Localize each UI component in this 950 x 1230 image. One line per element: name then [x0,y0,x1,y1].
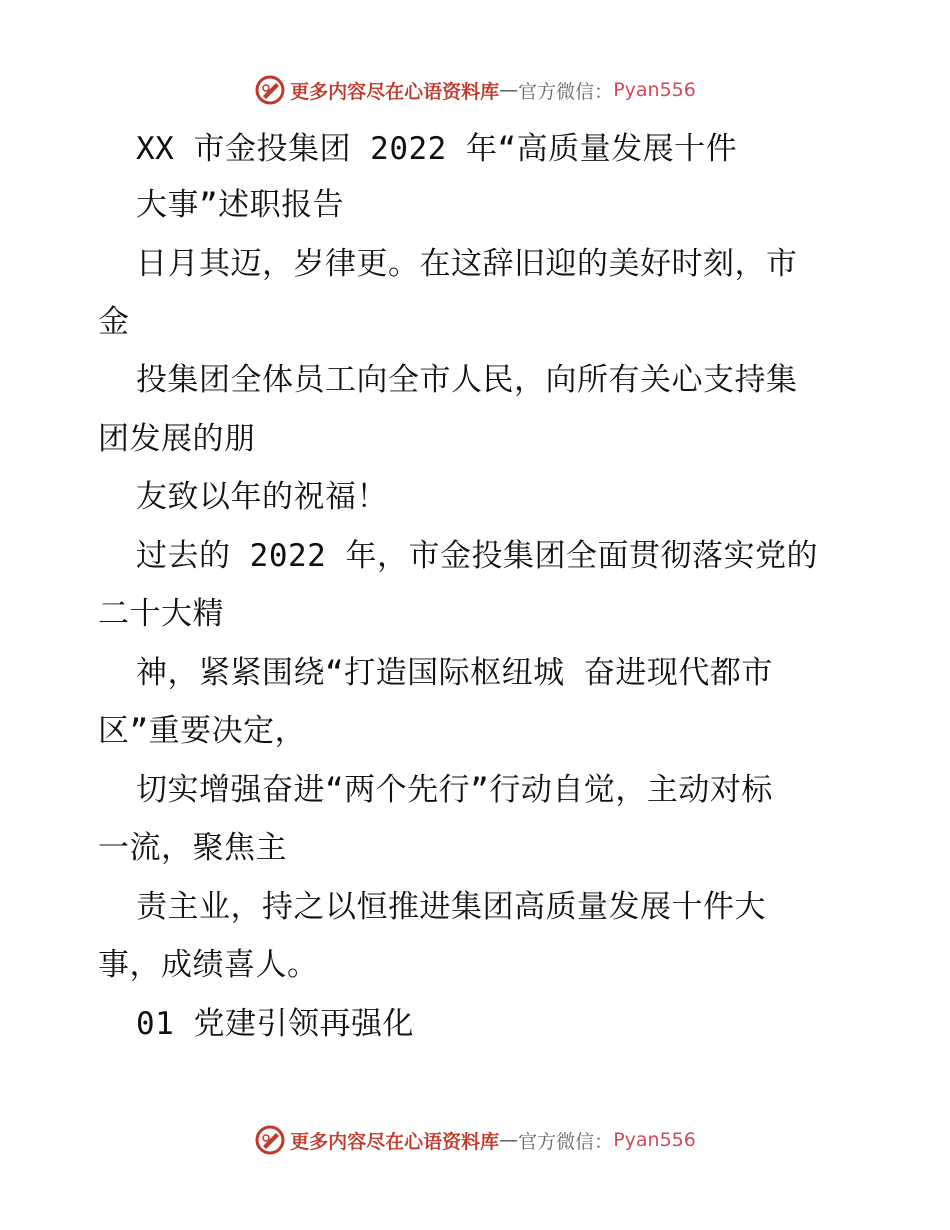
paragraph-line: 事，成绩喜人。 [98,947,319,983]
banner-site-name: 更多内容尽在心语资料库 [290,1130,500,1153]
banner-wechat-label: 官方微信： [518,80,614,103]
brand-logo-icon [254,1124,286,1156]
paragraph-line: 二十大精 [98,596,224,632]
paragraph-line: 投集团全体员工向全市人民，向所有关心支持集 [136,362,798,398]
banner-dash: — [499,1129,519,1151]
paragraph-line: 区”重要决定， [98,713,307,749]
paragraph-line: 切实增强奋进“两个先行”行动自觉，主动对标 [136,772,773,808]
paragraph-line: 责主业，持之以恒推进集团高质量发展十件大 [136,889,766,925]
paragraph-line: 过去的 2022 年，市金投集团全面贯彻落实党的 [136,538,818,574]
banner-wechat-label: 官方微信： [518,1130,614,1153]
paragraph-line: 金 [98,304,130,340]
paragraph-line: 团发展的朋 [98,421,256,457]
document-title-line-1: XX 市金投集团 2022 年“高质量发展十件 [136,131,738,167]
document-title-line-2: 大事”述职报告 [136,187,345,223]
paragraph-line: 一流，聚焦主 [98,830,287,866]
footer-watermark-banner [0,1120,950,1160]
banner-wechat-id: Pyan556 [613,1129,696,1151]
banner-dash: — [499,79,519,101]
header-watermark-banner [0,70,950,110]
section-heading: 01 党建引领再强化 [136,1006,414,1042]
banner-site-name: 更多内容尽在心语资料库 [290,80,500,103]
banner-wechat-id: Pyan556 [613,79,696,101]
paragraph-line: 日月其迈，岁律更。在这辞旧迎的美好时刻，市 [136,246,798,282]
brand-logo-icon [254,74,286,106]
paragraph-line: 神，紧紧围绕“打造国际枢纽城 奋进现代都市 [136,655,773,691]
paragraph-line: 友致以年的祝福！ [136,479,388,515]
